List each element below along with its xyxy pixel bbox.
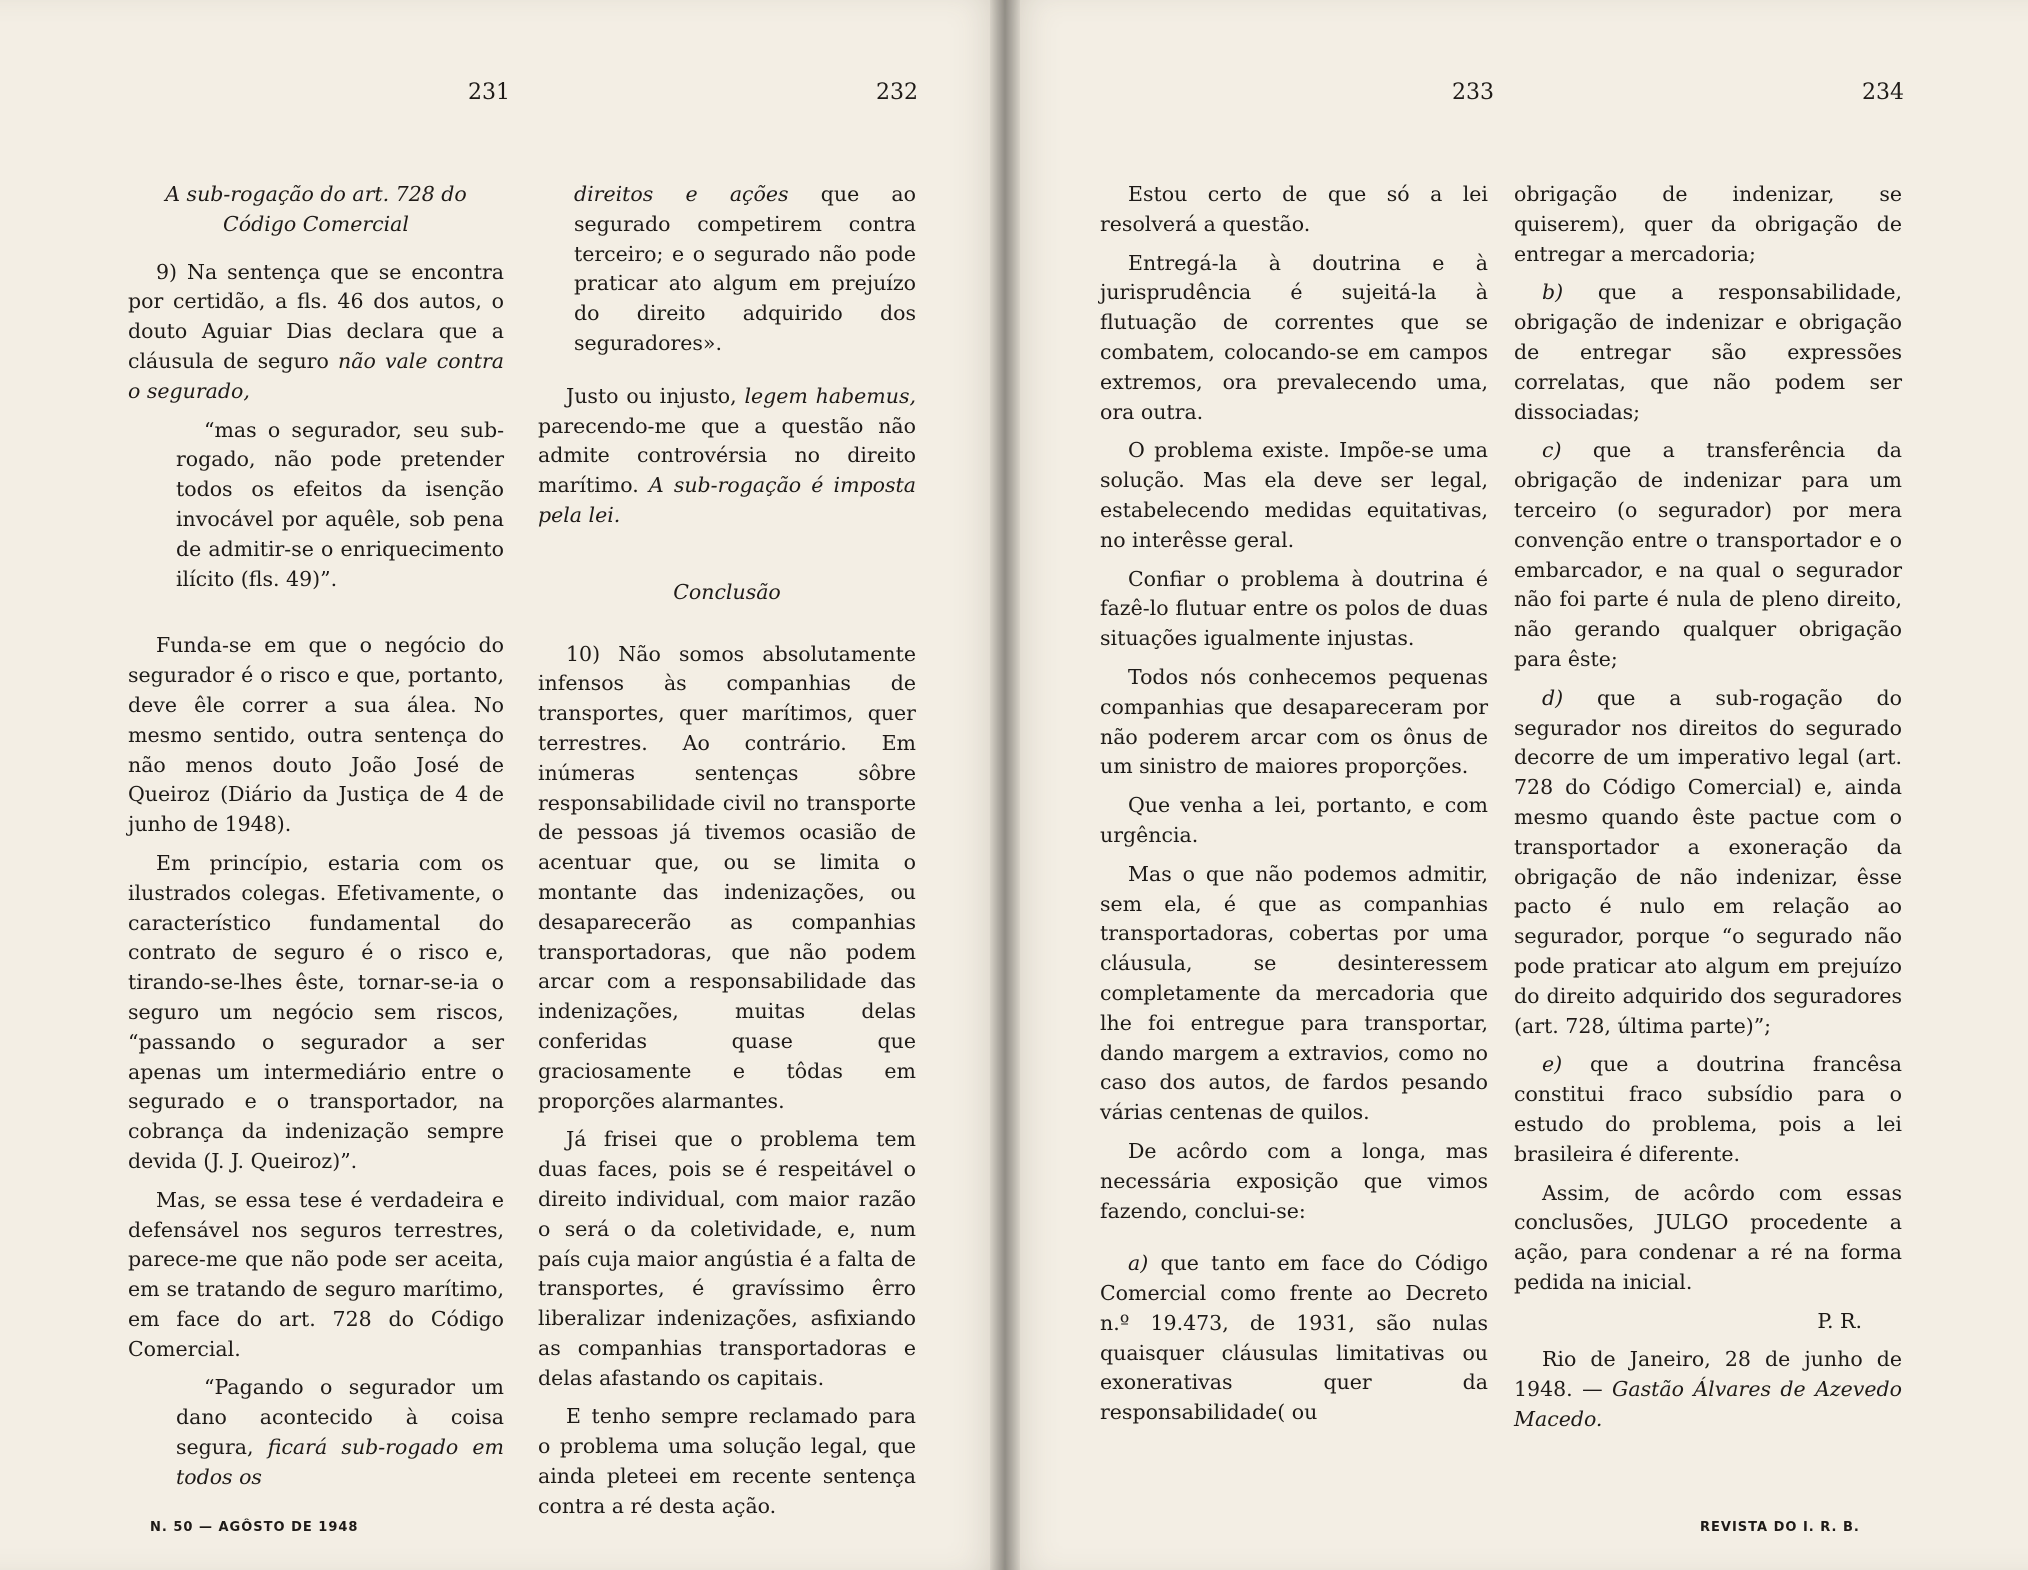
block-quote: “mas o segurador, seu sub-rogado, não pode pretender todos os efeitos da isenção invocável por aquêle, sob pena de admitir-se o enriquecimento ilícito (fls. 49)”. [176, 417, 504, 591]
page-number-232: 232 [876, 80, 918, 105]
column-233 [1100, 180, 1488, 1437]
paragraph: Assim, de acôrdo com essas conclusões, JULGO procedente a ação, para condenar a ré na forma pedida na inicial. [1514, 1180, 1902, 1294]
paragraph: Entregá-la à doutrina e à jurisprudência é sujeitá-la à flutuação de correntes que se combatem, colocando-se em campos extremos, ora prevalecendo uma, ora outra. [1100, 250, 1488, 424]
list-item-d: d) que a sub-rogação do segurador nos direitos do segurado decorre de um imperativo legal (art. 728 do Código Comercial) e, ainda mesmo quando êste pactue com o transportador a exoneração da obrigação de não indenizar, êsse pacto é nulo em relação ao segurador, porque “o segurado não pode praticar ato algum em prejuízo do direito adquirido dos seguradores (art. 728, última parte)”; [1514, 685, 1902, 1038]
paragraph: Justo ou injusto, legem habemus, parecendo-me que a questão não admite controvérsia no direito marítimo. A sub-rogação é imposta pela lei. [538, 383, 916, 527]
paragraph: Mas, se essa tese é verdadeira e defensável nos seguros terrestres, parece-me que não pode ser aceita, em se tratando de seguro marítimo, em face do art. 728 do Código Comercial. [128, 1187, 504, 1361]
page-number-231: 231 [468, 80, 510, 105]
list-item-a: a) que tanto em face do Código Comercial como frente ao Decreto n.º 19.473, de 1931, são nulas quaisquer cláusulas limitativas ou exonerativas quer da responsabilidade( ou [1100, 1251, 1488, 1425]
paragraph: E tenho sempre reclamado para o problema uma solução legal, que ainda pleteei em recente sentença contra a ré desta ação. [538, 1404, 916, 1518]
paragraph: Que venha a lei, portanto, e com urgência. [1100, 793, 1488, 847]
paragraph: Mas o que não podemos admitir, sem ela, é que as companhias transportadoras, cobertas por uma cláusula, se desinteressem completamente da mercadoria que lhe foi entregue para transportar, dando margem a extravios, como no caso dos autos, de fardos pesando várias centenas de quilos. [1100, 861, 1488, 1125]
paragraph: 9) Na sentença que se encontra por certidão, a fls. 46 dos autos, o douto Aguiar Dias declara que a cláusula de seguro não vale contra o segurado, [128, 259, 505, 403]
list-item-b: b) que a responsabilidade, obrigação de indenizar e obrigação de entregar são expressões correlatas, que não podem ser dissociadas; [1514, 280, 1902, 424]
paragraph: 10) Não somos absolutamente infensos às companhias de transportes, quer marítimos, quer terrestres. Ao contrário. Em inúmeras sentenças sôbre responsabilidade civil no transporte de pessoas já tivemos ocasião de acentuar que, ou se limita o montante das indenizações, ou desaparecerão as companhias transportadoras, que não podem arcar com a responsabilidade das indenizações, muitas delas conferidas quase que graciosamente e tôdas em proporções alarmantes. [538, 641, 916, 1113]
paragraph: Todos nós conhecemos pequenas companhias que desapareceram por não poderem arcar com os ônus de um sinistro de maiores proporções. [1100, 664, 1488, 779]
block-quote: direitos e ações que ao segurado competirem contra terceiro; e o segurado não pode praticar ato algum em prejuízo do direito adquirido dos seguradores». [574, 182, 916, 355]
signature-line: Rio de Janeiro, 28 de junho de 1948. — Gastão Álvares de Azevedo Macedo. [1514, 1347, 1902, 1432]
paragraph: Confiar o problema à doutrina é fazê-lo flutuar entre os polos de duas situações igualmente injustas. [1100, 566, 1488, 651]
footer-right: REVISTA DO I. R. B. [1700, 1520, 1860, 1535]
footer-left: N. 50 — AGÔSTO DE 1948 [150, 1520, 359, 1535]
paragraph: Estou certo de que só a lei resolverá a questão. [1100, 182, 1488, 236]
column-232 [538, 180, 916, 1531]
page-number-234: 234 [1862, 80, 1904, 105]
paragraph: De acôrdo com a longa, mas necessária exposição que vimos fazendo, conclui-se: [1100, 1138, 1488, 1223]
column-234 [1514, 180, 1902, 1444]
block-quote: “Pagando o segurador um dano acontecido à coisa segura, ficará sub-rogado em todos os [176, 1375, 504, 1489]
paragraph: Funda-se em que o negócio do segurador é o risco e que, portanto, deve êle correr a sua álea. No mesmo sentido, outra sentença do não menos douto João José de Queiroz (Diário da Justiça de 4 de junho de 1948). [128, 633, 504, 837]
page-number-233: 233 [1452, 80, 1494, 105]
list-item-c: c) que a transferência da obrigação de indenizar para um terceiro (o segurador) por mera convenção entre o transportador e o embarcador, e na qual o segurador não foi parte é nula de pleno direito, não gerando qualquer obrigação para êste; [1514, 438, 1902, 671]
book-gutter [990, 0, 1020, 1570]
paragraph: O problema existe. Impõe-se uma solução. Mas ela deve ser legal, estabelecendo medidas equitativas, no interêsse geral. [1100, 438, 1488, 552]
paragraph: Em princípio, estaria com os ilustrados colegas. Efetivamente, o característico fundamental do contrato de seguro é o risco e, tirando-se-lhes êste, tornar-se-ia o seguro um negócio sem riscos, “passando o segurador a ser apenas um intermediário entre o segurado e o transportador, na cobrança da indenização sempre devida (J. J. Queiroz)”. [128, 850, 504, 1173]
section-heading: A sub-rogação do art. 728 do Código Comercial [165, 182, 467, 236]
list-item-e: e) que a doutrina francêsa constitui fraco subsídio para o estudo do problema, pois a lei brasileira é diferente. [1514, 1052, 1902, 1166]
section-heading-conclusao: Conclusão [673, 579, 781, 604]
pr-mark: P. R. [1817, 1308, 1862, 1333]
paragraph: obrigação de indenizar, se quiserem), quer da obrigação de entregar a mercadoria; [1514, 182, 1902, 266]
paragraph: Já frisei que o problema tem duas faces, pois se é respeitável o direito individual, com maior razão o será o da coletividade, e, num país cuja maior angústia é a falta de transportes, é gravíssimo êrro liberalizar indenizações, asfixiando as companhias transportadoras e delas afastando os capitais. [538, 1127, 916, 1390]
column-231 [128, 180, 504, 1502]
